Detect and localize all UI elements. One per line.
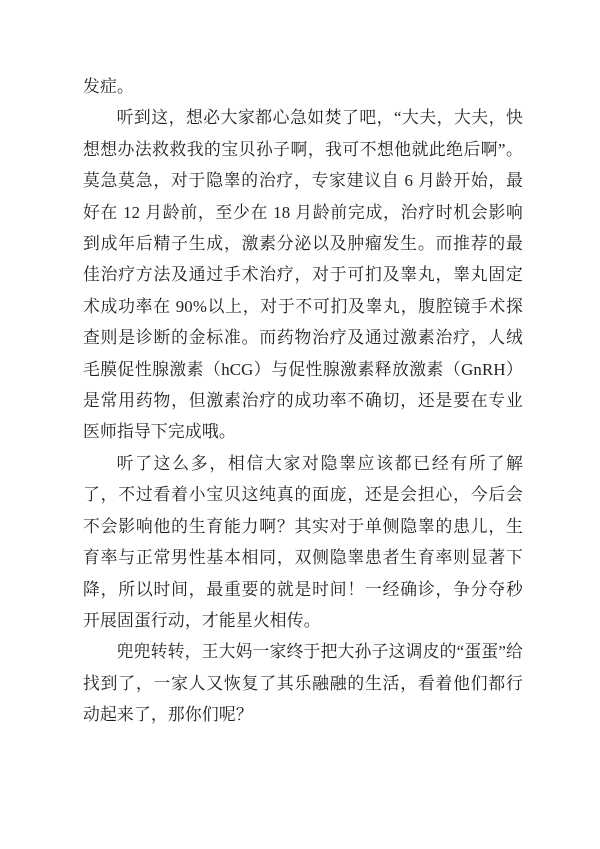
paragraph-treatment-advice: 听到这，想必大家都心急如焚了吧，“大夫，大夫，快想想办法救救我的宝贝孙子啊，我可不想他就此绝后啊”。莫急莫急，对于隐睾的治疗，专家建议自 6 月龄开始，最好在 12 月龄前，至少在 18 月龄前完成，治疗时机会影响到成年后精子生成，激素分泌以及肿瘤发生。而推荐的最佳治疗方法及通过手术治疗，对于可扪及睾丸，睾丸固定术成功率在 90%以上，对于不可扪及睾丸，腹腔镜手术探查则是诊断的金标准。而药物治疗及通过激素治疗，人绒毛膜促性腺激素（hCG）与促性腺激素释放激素（GnRH）是常用药物，但激素治疗的成功率不确切，还是要在专业医师指导下完成哦。	[83, 108, 523, 442]
paragraph-fertility-concern: 听了这么多，相信大家对隐睾应该都已经有所了解了，不过看着小宝贝这纯真的面庞，还是会担心，今后会不会影响他的生育能力啊？其实对于单侧隐睾的患儿，生育率与正常男性基本相同，双侧隐睾患者生育率则显著下降，所以时间，最重要的就是时间！一经确诊，争分夺秒开展固蛋行动，才能星火相传。	[83, 453, 523, 630]
paragraph-closing: 兜兜转转，王大妈一家终于把大孙子这调皮的“蛋蛋”给找到了，一家人又恢复了其乐融融的生活，看着他们都行动起来了，那你们呢？	[83, 642, 523, 725]
document-body-text	[83, 71, 523, 731]
paragraph-continuation: 发症。	[83, 77, 134, 96]
